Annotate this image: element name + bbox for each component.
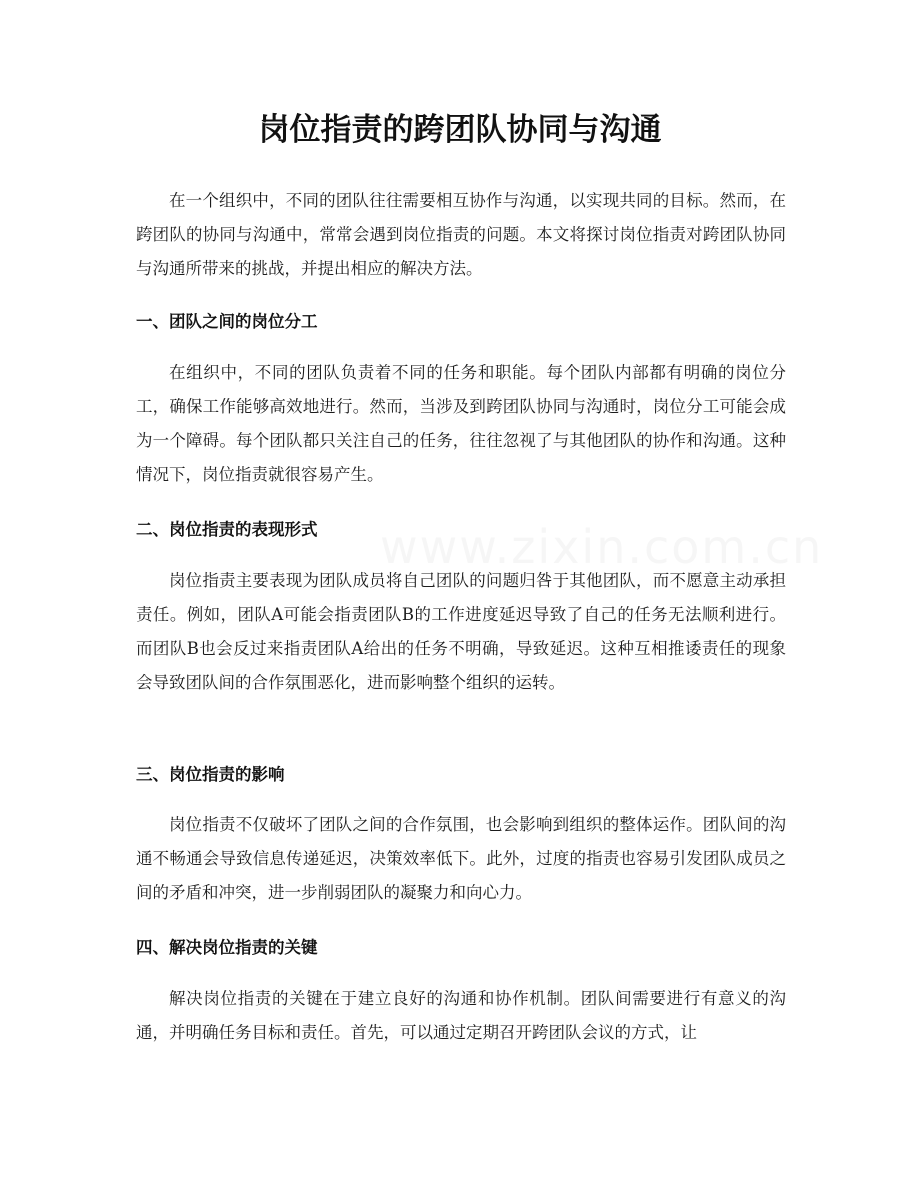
section-heading-3: 三、岗位指责的影响	[136, 765, 285, 784]
intro-paragraph: 在一个组织中，不同的团队往往需要相互协作与沟通，以实现共同的目标。然而，在跨团队的协同与沟通中，常常会遇到岗位指责的问题。本文将探讨岗位指责对跨团队协同与沟通所带来的挑战，并提出相应的解决方法。	[136, 191, 786, 278]
section-heading-2: 二、岗位指责的表现形式	[136, 520, 318, 539]
section-body-1: 在组织中，不同的团队负责着不同的任务和职能。每个团队内部都有明确的岗位分工，确保工作能够高效地进行。然而，当涉及到跨团队协同与沟通时，岗位分工可能会成为一个障碍。每个团队都只关注自己的任务，往往忽视了与其他团队的协作和沟通。这种情况下，岗位指责就很容易产生。	[136, 363, 786, 484]
section-heading-4: 四、解决岗位指责的关键	[136, 938, 318, 957]
section-body-2: 岗位指责主要表现为团队成员将自己团队的问题归咎于其他团队，而不愿意主动承担责任。例如，团队A可能会指责团队B的工作进度延迟导致了自己的任务无法顺利进行。而团队B也会反过来指责团队A给出的任务不明确，导致延迟。这种互相推诿责任的现象会导致团队间的合作氛围恶化，进而影响整个组织的运转。	[136, 571, 786, 692]
watermark: www.zixin.com.cn	[380, 520, 824, 574]
section-body-4: 解决岗位指责的关键在于建立良好的沟通和协作机制。团队间需要进行有意义的沟通，并明确任务目标和责任。首先，可以通过定期召开跨团队会议的方式，让	[136, 989, 786, 1042]
section-heading-1: 一、团队之间的岗位分工	[136, 312, 318, 331]
document-title: 岗位指责的跨团队协同与沟通	[258, 112, 662, 148]
section-body-3: 岗位指责不仅破坏了团队之间的合作氛围，也会影响到组织的整体运作。团队间的沟通不畅通会导致信息传递延迟，决策效率低下。此外，过度的指责也容易引发团队成员之间的矛盾和冲突，进一步削弱团队的凝聚力和向心力。	[136, 815, 786, 902]
